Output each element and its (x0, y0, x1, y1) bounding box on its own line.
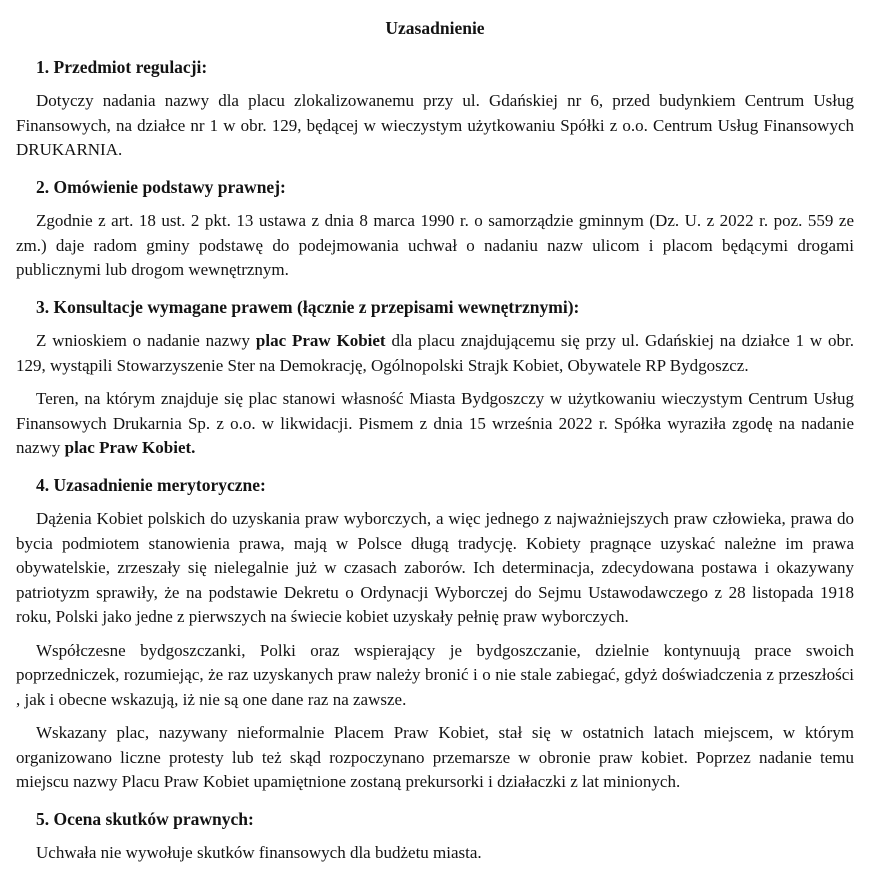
section-heading-1: 1. Przedmiot regulacji: (36, 56, 208, 77)
text-run: Dążenia Kobiet polskich do uzyskania praw wyborczych, a więc jednego z najważniejszych praw człowieka, prawa do bycia podmiotem stanowienia prawa, mają w Polsce długą tradycję. Kobiety pragnące uzyskać należne im prawa obywatelskie, zrzeszały się nielegalnie już w czasach zaborów. Ich determinacja, zdecydowana postawa i okazywany patriotyzm sprawiły, że na podstawie Dekretu o Ordynacji Wyborczej do Sejmu Ustawodawczego z 28 listopada 1918 roku, Polski jako jedne z pierwszych na świecie kobiet uzyskały pełnię praw wyborczych. (16, 509, 854, 626)
section-heading-2: 2. Omówienie podstawy prawnej: (36, 176, 286, 197)
text-run: dla placu znajdującemu się przy ul. Gdańskiej na działce 1 w obr. 129, wystąpili Stowarzyszenie Ster na Demokrację, Ogólnopolski Strajk Kobiet, Obywatele RP Bydgoszcz. (16, 331, 855, 375)
document-body (16, 55, 854, 866)
section-heading-5: 5. Ocena skutków prawnych: (36, 808, 254, 829)
text-run: Uchwała nie wywołuje skutków finansowych dla budżetu miasta. (36, 843, 482, 862)
paragraph (16, 209, 854, 283)
paragraph (16, 721, 854, 795)
bold-text-run: plac Praw Kobiet. (64, 438, 196, 457)
text-run: Zgodnie z art. 18 ust. 2 pkt. 13 ustawa z dnia 8 marca 1990 r. o samorządzie gminnym (Dz. U. z 2022 r. poz. 559 ze zm.) daje radom gminy podstawę do podejmowania uchwał o nadaniu nazw ulicom i placom będącymi drogami publicznymi lub drogom wewnętrznym. (16, 211, 854, 279)
paragraph (16, 387, 854, 461)
paragraph (16, 507, 854, 630)
paragraph (16, 639, 854, 713)
text-run: Dotyczy nadania nazwy dla placu zlokalizowanemu przy ul. Gdańskiej nr 6, przed budynkiem Centrum Usług Finansowych, na działce nr 1 w obr. 129, będącej w wieczystym użytkowaniu Spółki z o.o. Centrum Usług Finansowych DRUKARNIA. (16, 91, 854, 159)
section-heading-3: 3. Konsultacje wymagane prawem (łącznie z przepisami wewnętrznymi): (36, 296, 580, 317)
text-run: Wskazany plac, nazywany nieformalnie Placem Praw Kobiet, stał się w ostatnich latach miejscem, w którym organizowano liczne protesty lub też skąd rozpoczynano przemarsze w obronie praw kobiet. Poprzez nadanie temu miejscu nazwy Placu Praw Kobiet upamiętnione zostaną prekursorki i działaczki z lat minionych. (16, 723, 854, 791)
text-run: Teren, na którym znajduje się plac stanowi własność Miasta Bydgoszczy w użytkowaniu wieczystym Centrum Usług Finansowych Drukarnia Sp. z o.o. w likwidacji. Pismem z dnia 15 września 2022 r. Spółka wyraziła zgodę na nadanie nazwy (16, 389, 854, 457)
document-title: Uzasadnienie (385, 18, 485, 38)
paragraph (16, 89, 854, 163)
paragraph (16, 841, 854, 866)
section-heading-4: 4. Uzasadnienie merytoryczne: (36, 474, 266, 495)
text-run: Z wnioskiem o nadanie nazwy (36, 331, 256, 350)
text-run: Współczesne bydgoszczanki, Polki oraz wspierający je bydgoszczanie, dzielnie kontynuują prace swoich poprzedniczek, rozumiejąc, że raz uzyskanych praw należy bronić i o nie stale zabiegać, gdyż doświadczenia z przeszłości , jak i obecne wskazują, iż nie są one dane raz na zawsze. (16, 640, 854, 709)
paragraph (16, 329, 854, 378)
bold-text-run: plac Praw Kobiet (255, 331, 386, 350)
